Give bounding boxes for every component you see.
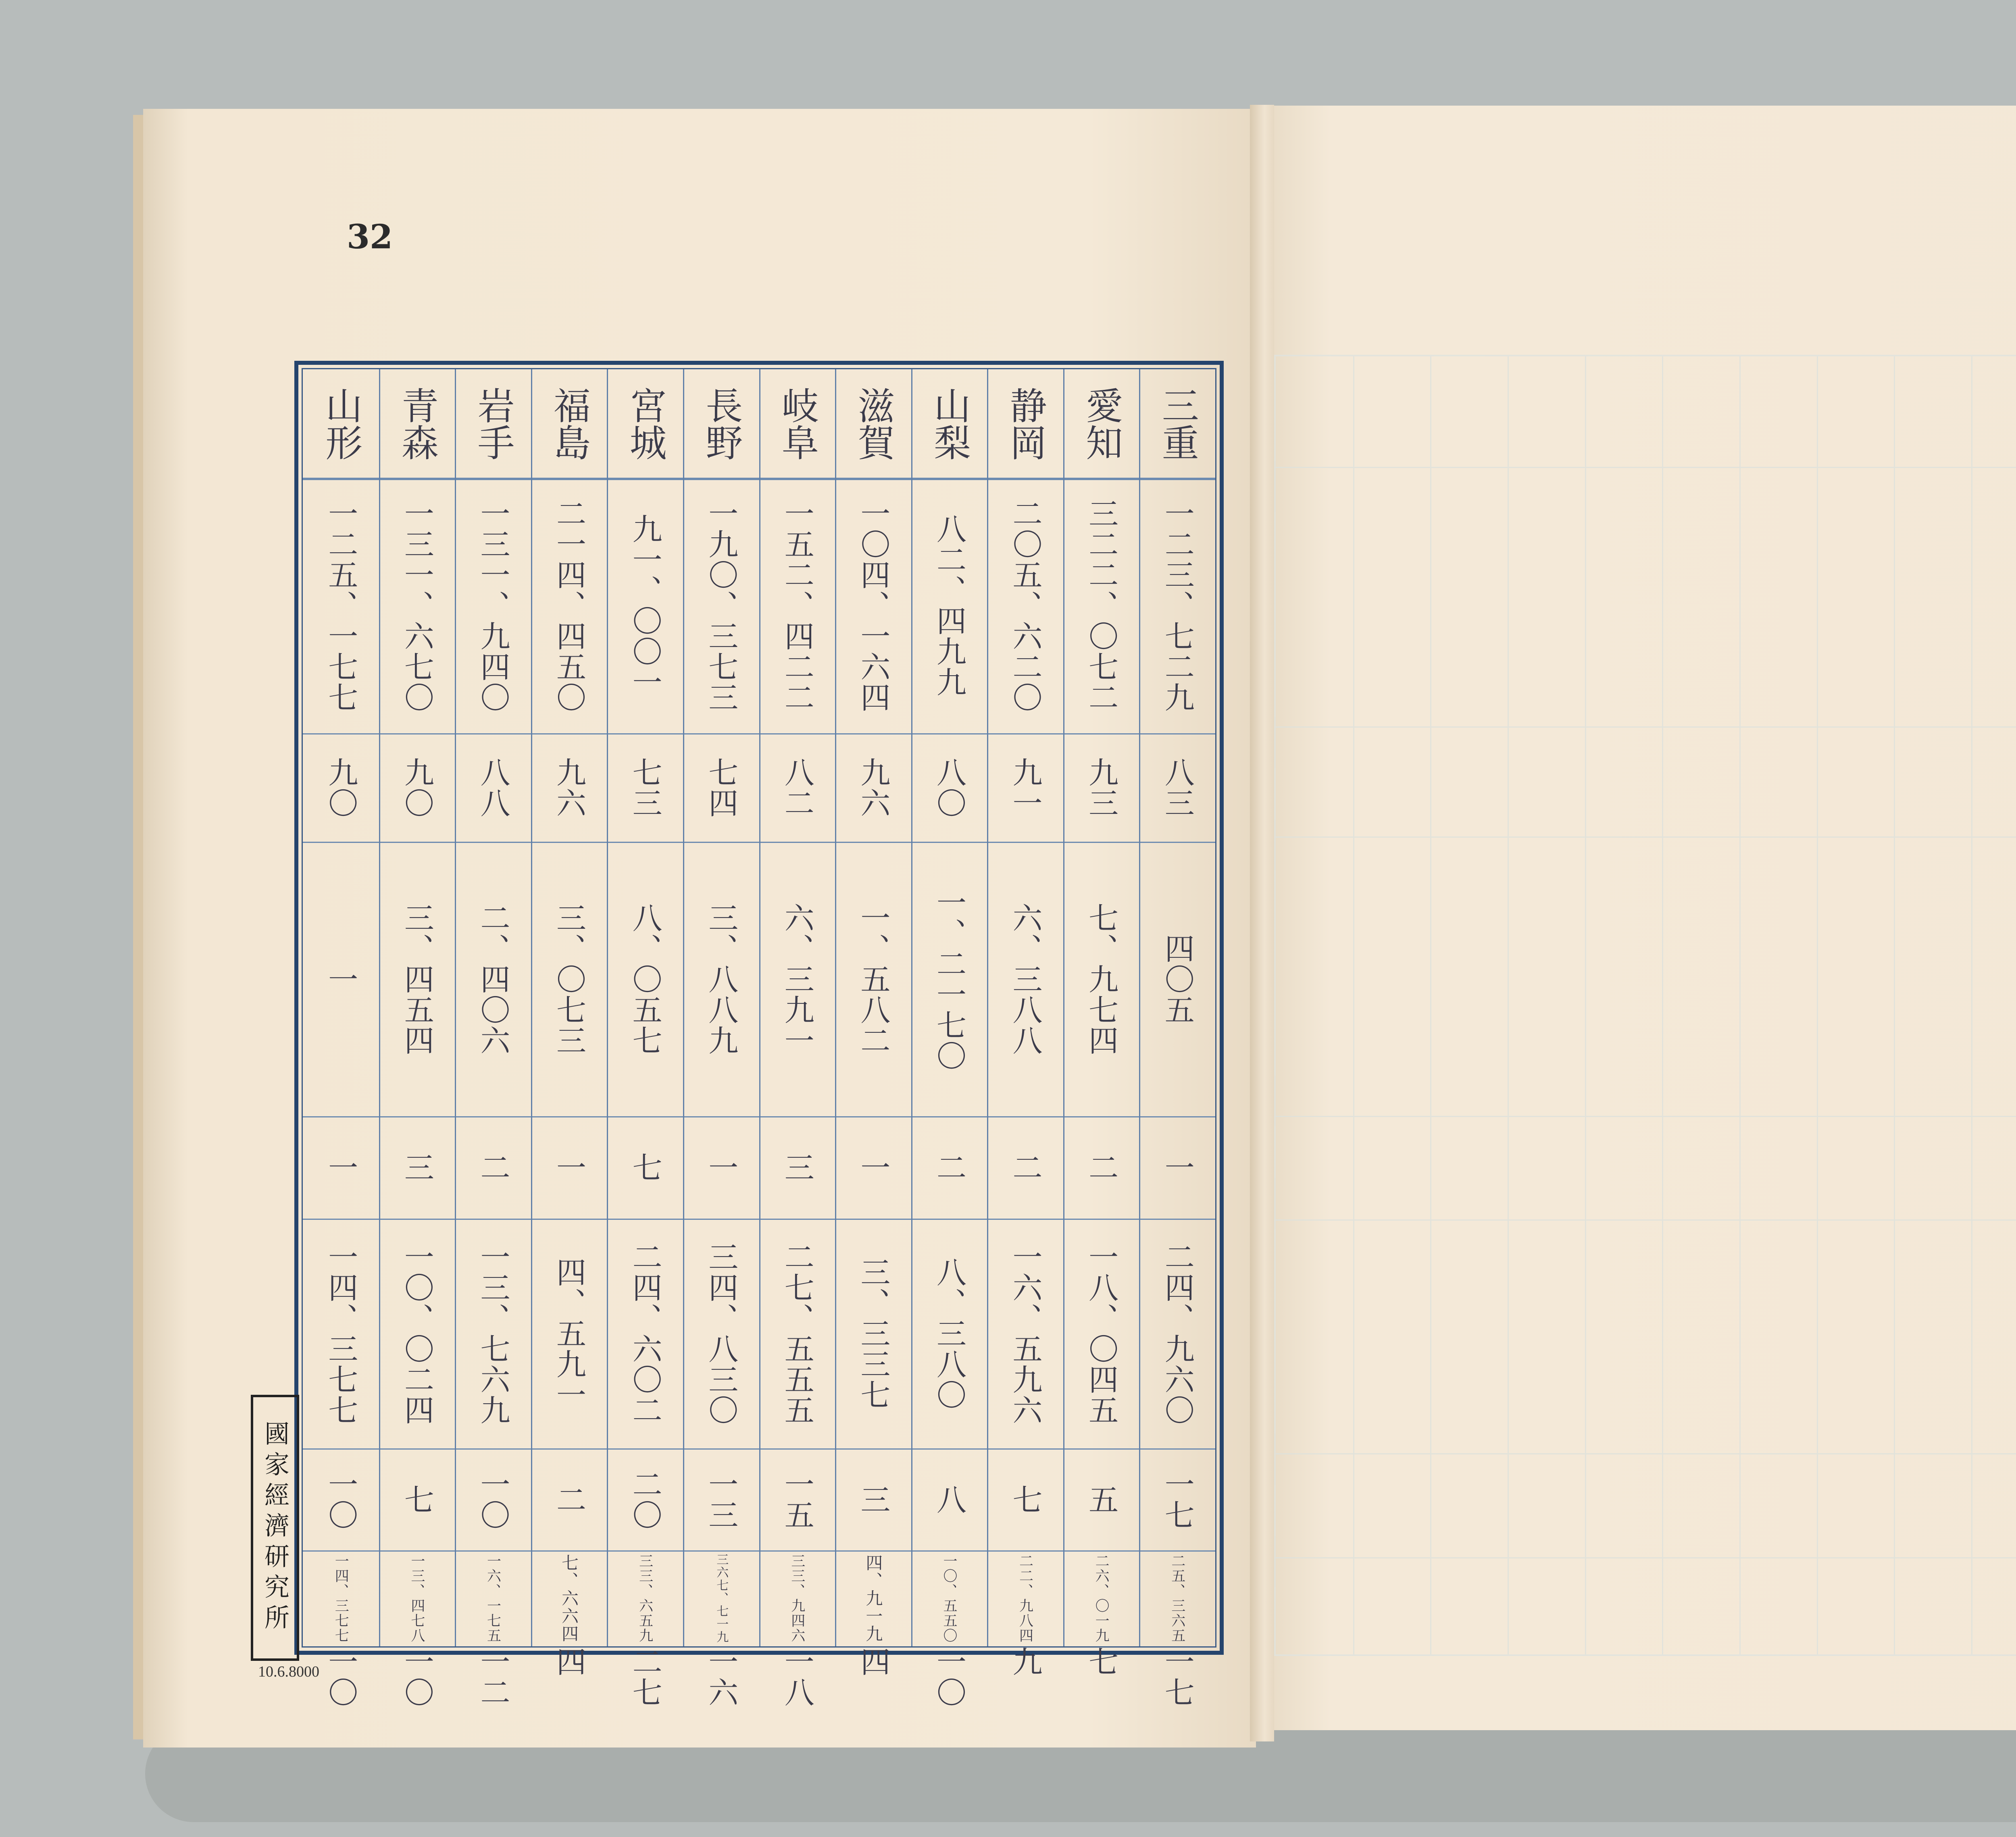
ledger-cell: [303, 1448, 379, 1550]
ledger-value: 三: [399, 1152, 434, 1183]
ledger-cell: [455, 1219, 531, 1448]
ledger-value: 三: [779, 1152, 814, 1183]
ledger-cell: [911, 842, 987, 1116]
ledger-cell: [987, 1646, 1063, 1677]
ledger-cell: [607, 1550, 683, 1646]
ledger-value: 七三: [627, 757, 662, 818]
ledger-cell: [987, 1448, 1063, 1550]
ledger-cell: [835, 1550, 911, 1646]
ledger-cell: [759, 478, 835, 733]
ledger-value: 一〇四、一六四: [856, 498, 891, 713]
bleed-through-row: [1276, 1116, 2016, 1117]
ledger-value: 八二、四九九: [931, 514, 966, 698]
bleed-through-column: [1817, 356, 1818, 1654]
ledger-value: 九一: [1008, 757, 1043, 818]
bleed-through-grid: [1274, 355, 2016, 1656]
ledger-header-cell: [835, 369, 911, 478]
ledger-cell: [607, 1646, 683, 1708]
ledger-value: 一、五八二: [856, 902, 891, 1056]
ledger-value: 一: [1160, 1152, 1195, 1183]
ledger-cell: [759, 842, 835, 1116]
ledger-cell: [911, 1646, 987, 1708]
prefecture-name: 宮城: [623, 386, 667, 461]
ledger-value: 一三: [704, 1469, 739, 1530]
ledger-header-cell: [379, 369, 455, 478]
ledger-value: 一〇: [475, 1469, 510, 1530]
ledger-value: 一四、三七七: [323, 1241, 358, 1425]
ledger-cell: [1063, 1448, 1139, 1550]
ledger-value: 三、四五四: [399, 902, 434, 1056]
ledger-value: 九〇: [399, 757, 434, 818]
ledger-value: 一八、〇四五: [1084, 1241, 1119, 1425]
ledger-header-cell: [683, 369, 759, 478]
ledger-cell: [303, 842, 379, 1116]
ledger-value: 三四、八三〇: [704, 1241, 739, 1425]
ledger-value: 一、二一七〇: [931, 887, 966, 1071]
ledger-cell: [1063, 1550, 1139, 1646]
ledger-value: 七、六六四: [559, 1554, 579, 1643]
ledger-cell: [1063, 478, 1139, 733]
ledger-value: 四: [552, 1646, 587, 1677]
ledger-cell: [759, 733, 835, 842]
ledger-cell: [379, 1448, 455, 1550]
ledger-value: 一: [323, 963, 358, 994]
ledger-cell: [759, 1550, 835, 1646]
ledger-cell: [911, 1448, 987, 1550]
ledger-cell: [683, 1116, 759, 1218]
bleed-through-row: [1276, 1219, 2016, 1221]
ledger-grid: [302, 368, 1216, 1708]
prefecture-name: 山形: [319, 386, 363, 461]
ledger-value: 九〇: [323, 757, 358, 818]
ledger-value: 一〇: [323, 1646, 358, 1708]
ledger-cell: [607, 842, 683, 1116]
ledger-cell: [683, 842, 759, 1116]
ledger-cell: [607, 478, 683, 733]
ledger-cell: [1139, 1448, 1215, 1550]
ledger-cell: [379, 1550, 455, 1646]
ledger-header-cell: [531, 369, 607, 478]
ledger-cell: [683, 478, 759, 733]
ledger-value: 八三: [1160, 757, 1195, 818]
ledger-value: 一六、五九六: [1008, 1241, 1043, 1425]
ledger-value: 一: [552, 1152, 587, 1183]
ledger-value: 八八: [475, 757, 510, 818]
prefecture-name: 山梨: [927, 386, 971, 461]
prefecture-name: 岩手: [471, 386, 515, 461]
ledger-value: 九一、〇〇一: [627, 514, 662, 698]
bleed-through-column: [1508, 356, 1509, 1654]
ledger-header-cell: [987, 369, 1063, 478]
ledger-value: 二二、九八四: [1017, 1554, 1033, 1644]
ledger-value: 一〇: [323, 1469, 358, 1530]
ledger-value: 四: [856, 1646, 891, 1677]
ledger-cell: [531, 1646, 607, 1677]
ledger-cell: [911, 733, 987, 842]
ledger-cell: [835, 478, 911, 733]
ledger-value: 二: [1084, 1152, 1119, 1183]
ledger-cell: [303, 478, 379, 733]
ledger-cell: [1063, 1646, 1139, 1677]
prefecture-name: 滋賀: [852, 386, 895, 461]
ledger-cell: [683, 1646, 759, 1708]
publisher-stamp-text: 國家經濟研究所: [260, 1421, 290, 1635]
ledger-cell: [455, 1550, 531, 1646]
prefecture-name: 三重: [1156, 386, 1199, 461]
ledger-value: 一: [704, 1152, 739, 1183]
ledger-cell: [607, 1116, 683, 1218]
ledger-header-cell: [759, 369, 835, 478]
ledger-value: 四、九一九: [863, 1554, 883, 1643]
bleed-through-row: [1276, 726, 2016, 728]
ledger-value: 三: [856, 1484, 891, 1515]
ledger-cell: [1063, 1116, 1139, 1218]
ledger-cell: [303, 1219, 379, 1448]
ledger-header-cell: [1063, 369, 1139, 478]
ledger-cell: [1139, 1219, 1215, 1448]
ledger-value: 三三、九四六: [789, 1554, 805, 1644]
ledger-cell: [379, 478, 455, 733]
ledger-cell: [835, 1219, 911, 1448]
ledger-cell: [1139, 733, 1215, 842]
ledger-cell: [455, 1116, 531, 1218]
ledger-cell: [1139, 478, 1215, 733]
ledger-value: 一五二、四二二: [779, 498, 814, 713]
ledger-cell: [987, 478, 1063, 733]
ledger-cell: [835, 842, 911, 1116]
ledger-value: 一四、三七七: [333, 1554, 349, 1644]
ledger-value: 七: [1084, 1646, 1119, 1677]
ledger-cell: [607, 1448, 683, 1550]
ledger-value: 三、八八九: [704, 902, 739, 1056]
ledger-cell: [987, 1116, 1063, 1218]
ledger-cell: [379, 842, 455, 1116]
bleed-through-row: [1276, 467, 2016, 468]
ledger-cell: [911, 478, 987, 733]
ledger-cell: [1063, 733, 1139, 842]
ledger-value: 二: [475, 1152, 510, 1183]
bleed-through-column: [1971, 356, 1972, 1654]
prefecture-name: 長野: [700, 386, 743, 461]
ledger-value: 二四、九六〇: [1160, 1241, 1195, 1425]
ledger-header-cell: [607, 369, 683, 478]
ledger-value: 四〇五: [1160, 933, 1195, 1025]
ledger-header-cell: [303, 369, 379, 478]
bleed-through-column: [1353, 356, 1354, 1654]
ledger-value: 二: [1008, 1152, 1043, 1183]
ledger-value: 八、三八〇: [931, 1257, 966, 1410]
ledger-cell: [1139, 1550, 1215, 1646]
ledger-value: 三六七、七一九: [714, 1553, 729, 1644]
ledger-cell: [1139, 1116, 1215, 1218]
ledger-cell: [303, 733, 379, 842]
bleed-through-row: [1276, 836, 2016, 838]
ledger-value: 五: [1084, 1484, 1119, 1515]
ledger-cell: [531, 842, 607, 1116]
publisher-stamp: [251, 1395, 299, 1661]
ledger-cell: [379, 1646, 455, 1708]
ledger-cell: [455, 733, 531, 842]
bleed-through-column: [1739, 356, 1741, 1654]
ledger-cell: [1063, 1219, 1139, 1448]
bleed-through-column: [1585, 356, 1586, 1654]
ledger-cell: [987, 1219, 1063, 1448]
ledger-value: 七、九七四: [1084, 902, 1119, 1056]
ledger-cell: [683, 1448, 759, 1550]
ledger-header-cell: [1139, 369, 1215, 478]
ledger-header-cell: [911, 369, 987, 478]
ledger-table: [294, 361, 1224, 1708]
ledger-value: 八二: [779, 757, 814, 818]
prefecture-name: 愛知: [1080, 386, 1123, 461]
ledger-value: 一九〇、三七三: [704, 498, 739, 713]
ledger-cell: [911, 1550, 987, 1646]
book-gutter: [1250, 105, 1274, 1741]
ledger-value: 一八: [779, 1646, 814, 1708]
ledger-value: 九六: [856, 757, 891, 818]
ledger-value: 一七: [1160, 1469, 1195, 1530]
ledger-header-cell: [455, 369, 531, 478]
ledger-cell: [835, 1646, 911, 1677]
ledger-cell: [1139, 1646, 1215, 1708]
ledger-cell: [455, 478, 531, 733]
ledger-value: 二七: [627, 1646, 662, 1708]
ledger-cell: [379, 1116, 455, 1218]
ledger-value: 三二二、〇七二: [1084, 498, 1119, 713]
ledger-value: 一七: [1160, 1646, 1195, 1708]
ledger-cell: [683, 1219, 759, 1448]
ledger-value: 二一四、四五〇: [552, 498, 587, 713]
ledger-cell: [531, 1116, 607, 1218]
ledger-value: 一二三、七二九: [1160, 498, 1195, 713]
prefecture-name: 静岡: [1004, 386, 1047, 461]
ledger-value: 六、三八八: [1008, 902, 1043, 1056]
ledger-value: 二〇五、六二〇: [1008, 498, 1043, 713]
ledger-value: 二五、三六五: [1169, 1554, 1185, 1644]
ledger-cell: [379, 1219, 455, 1448]
bleed-through-row: [1276, 1557, 2016, 1558]
ledger-value: 一: [856, 1152, 891, 1183]
ledger-value: 二、四〇六: [475, 902, 510, 1056]
ledger-value: 二七、五五五: [779, 1241, 814, 1425]
ledger-value: 三三、六五九: [637, 1554, 653, 1644]
ledger-value: 二六、〇一九: [1093, 1554, 1110, 1644]
ledger-value: 二: [931, 1152, 966, 1183]
ledger-cell: [987, 842, 1063, 1116]
ledger-cell: [759, 1448, 835, 1550]
ledger-value: 七: [627, 1152, 662, 1183]
ledger-cell: [531, 1550, 607, 1646]
ledger-cell: [607, 733, 683, 842]
ledger-cell: [531, 1219, 607, 1448]
ledger-cell: [455, 1646, 531, 1708]
ledger-value: 一: [323, 1152, 358, 1183]
ledger-value: 八: [931, 1484, 966, 1515]
ledger-cell: [455, 842, 531, 1116]
ledger-cell: [531, 478, 607, 733]
bleed-through-column: [1894, 356, 1895, 1654]
ledger-value: 一二: [475, 1646, 510, 1708]
ledger-cell: [759, 1116, 835, 1218]
prefecture-name: 岐阜: [775, 386, 819, 461]
ledger-value: 四、五九一: [552, 1257, 587, 1410]
ledger-value: 一六: [704, 1646, 739, 1708]
ledger-value: 三、三三七: [856, 1257, 891, 1410]
ledger-cell: [911, 1219, 987, 1448]
ledger-cell: [531, 733, 607, 842]
ledger-value: 七: [1008, 1484, 1043, 1515]
ledger-value: 一三、四七八: [408, 1554, 425, 1644]
ledger-cell: [759, 1219, 835, 1448]
ledger-value: 一五: [779, 1469, 814, 1530]
ledger-value: 七: [399, 1484, 434, 1515]
ledger-value: 六、三九一: [779, 902, 814, 1056]
ledger-value: 八、〇五七: [627, 902, 662, 1056]
ledger-cell: [531, 1448, 607, 1550]
ledger-value: 二四、六〇二: [627, 1241, 662, 1425]
ledger-value: 一〇: [399, 1646, 434, 1708]
ledger-cell: [455, 1448, 531, 1550]
ledger-value: 一二五、一七七: [323, 498, 358, 713]
ledger-cell: [303, 1646, 379, 1708]
ledger-value: 一三、七六九: [475, 1241, 510, 1425]
ledger-value: 一三一、九四〇: [475, 498, 510, 713]
ledger-cell: [303, 1116, 379, 1218]
ledger-value: 一〇、五五〇: [941, 1554, 957, 1644]
ledger-cell: [303, 1550, 379, 1646]
ledger-value: 一〇、〇二四: [399, 1241, 434, 1425]
ledger-cell: [1063, 842, 1139, 1116]
ledger-cell: [607, 1219, 683, 1448]
bleed-through-column: [1662, 356, 1663, 1654]
ledger-value: 九三: [1084, 757, 1119, 818]
ledger-cell: [987, 733, 1063, 842]
print-code: 10.6.8000: [258, 1663, 319, 1680]
bleed-through-row: [1276, 1453, 2016, 1454]
ledger-value: 一六、一七五: [485, 1554, 501, 1644]
ledger-value: 八〇: [931, 757, 966, 818]
prefecture-name: 青森: [395, 386, 439, 461]
ledger-cell: [683, 733, 759, 842]
ledger-cell: [911, 1116, 987, 1218]
prefecture-name: 福島: [548, 386, 591, 461]
ledger-cell: [987, 1550, 1063, 1646]
ledger-cell: [1139, 842, 1215, 1116]
ledger-cell: [835, 733, 911, 842]
ledger-value: 二: [552, 1484, 587, 1515]
ledger-value: 九: [1008, 1646, 1043, 1677]
ledger-value: 一〇: [931, 1646, 966, 1708]
ledger-value: 三、〇七三: [552, 902, 587, 1056]
ledger-cell: [835, 1116, 911, 1218]
ledger-cell: [379, 733, 455, 842]
ledger-cell: [759, 1646, 835, 1708]
ledger-cell: [683, 1550, 759, 1646]
ledger-value: 二〇: [627, 1469, 662, 1530]
ledger-value: 一三一、六七〇: [399, 498, 434, 713]
bleed-through-column: [1430, 356, 1431, 1654]
ledger-value: 九六: [552, 757, 587, 818]
ledger-cell: [835, 1448, 911, 1550]
page-number: 32: [347, 218, 393, 256]
ledger-value: 七四: [704, 757, 739, 818]
